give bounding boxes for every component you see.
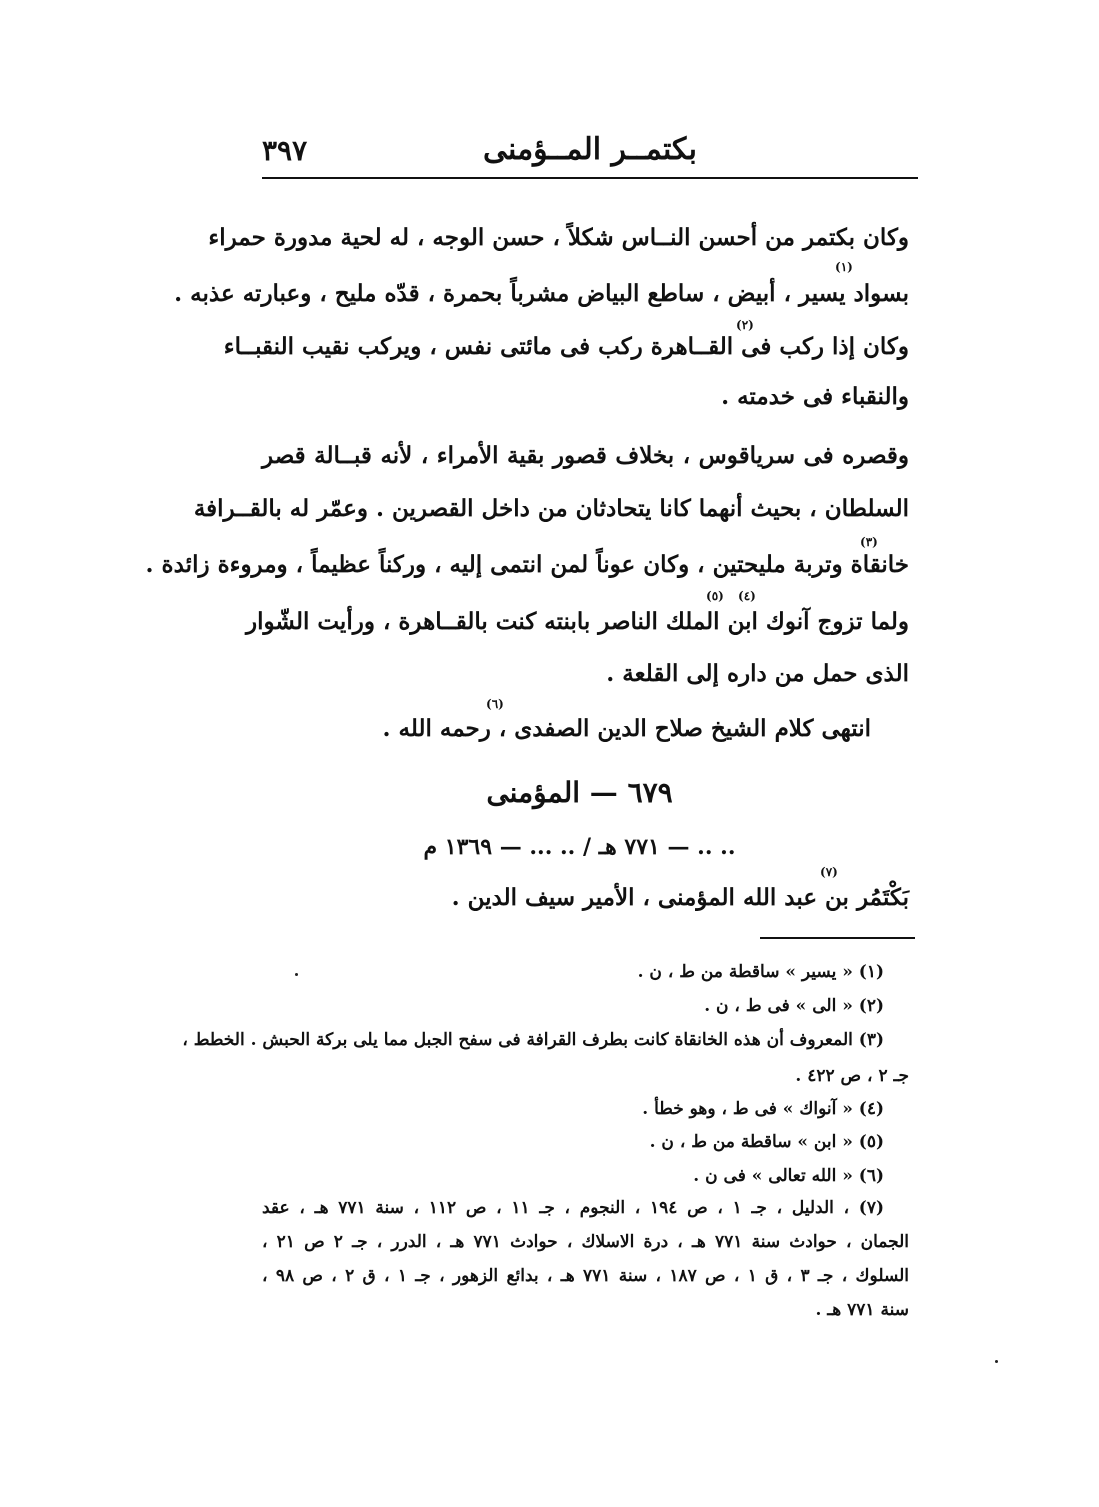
footnote-7: (٧) ، الدليل ، جـ ١ ، ص ١٩٤ ، النجوم ، جـ ١١ ، ص ١١٢ ، سنة ٧٧١ هـ ، عقد — [262, 1198, 885, 1218]
footnote-rule — [760, 937, 915, 939]
footnote-6: (٦) « الله تعالى » فى ن . — [693, 1166, 884, 1186]
footnote-marker-1: (١) — [835, 260, 853, 274]
scan-speck — [295, 973, 298, 976]
footnote-marker-2: (٢) — [736, 318, 754, 332]
footnote-7-cont-1: الجمان ، حوادث سنة ٧٧١ هـ ، درة الاسلاك ، حوادث ٧٧١ هـ ، الدرر ، جـ ٢ ص ٢١ ، — [262, 1232, 910, 1252]
footnote-marker-5: (٥) — [706, 589, 724, 603]
body-line-7: خانقاة وتربة مليحتين ، وكان عوناً لمن انتمى إليه ، وركناً عظيماً ، ومروءة زائدة . — [145, 551, 909, 578]
footnote-5: (٥) « ابن » ساقطة من ط ، ن . — [649, 1132, 884, 1152]
running-title: بكتمــر المــؤمنى — [483, 132, 697, 167]
body-line-4: والنقباء فى خدمته . — [721, 383, 909, 410]
body-line-6: السلطان ، بحيث أنهما كانا يتحادثان من داخل القصرين . وعمّر له بالقــرافة — [193, 495, 909, 522]
entry-dates: .. .. — ٧٧١ هـ / .. ... — ١٣٦٩ م — [423, 834, 736, 860]
body-line-3: وكان إذا ركب فى القــاهرة ركب فى مائتى نفس ، ويركب نقيب النقبــاء — [223, 333, 909, 360]
footnote-4: (٤) « آنواك » فى ط ، وهو خطأ . — [642, 1099, 884, 1119]
entry-name: بَكْتَمُر بن عبد الله المؤمنى ، الأمير سيف الدين . — [451, 884, 909, 911]
footnote-marker-7: (٧) — [820, 865, 838, 879]
footnote-7-cont-2: السلوك ، جـ ٣ ، ق ١ ، ص ١٨٧ ، سنة ٧٧١ هـ ، بدائع الزهور ، جـ ١ ، ق ٢ ، ص ٩٨ ، — [262, 1266, 910, 1286]
footnote-marker-4: (٤) — [738, 589, 756, 603]
entry-title: ٦٧٩ — المؤمنى — [486, 776, 673, 809]
footnote-3-cont: جـ ٢ ، ص ٤٢٢ . — [795, 1066, 909, 1086]
body-line-10: انتهى كلام الشيخ صلاح الدين الصفدى ، رحمه الله . — [382, 715, 871, 742]
page-header — [262, 128, 918, 176]
footnote-marker-6: (٦) — [486, 697, 504, 711]
footnote-3: (٣) المعروف أن هذه الخانقاة كانت بطرف القرافة فى سفح الجبل مما يلى بركة الحبش . الخطط ، — [182, 1030, 884, 1050]
footnote-7-cont-3: سنة ٧٧١ هـ . — [815, 1300, 909, 1320]
body-line-1: وكان بكتمر من أحسن النــاس شكلاً ، حسن الوجه ، له لحية مدورة حمراء — [208, 224, 909, 251]
body-line-9: الذى حمل من داره إلى القلعة . — [606, 660, 909, 687]
scan-speck — [995, 1360, 998, 1363]
body-line-8: ولما تزوج آنوك ابن الملك الناصر بابنته كنت بالقــاهرة ، ورأيت الشّوار — [246, 608, 909, 635]
body-line-5: وقصره فى سرياقوس ، بخلاف قصور بقية الأمراء ، لأنه قبــالة قصر — [262, 442, 909, 469]
footnote-marker-3: (٣) — [860, 535, 878, 549]
footnote-1: (١) « يسير » ساقطة من ط ، ن . — [637, 962, 884, 982]
header-rule — [262, 177, 918, 179]
body-line-2: بسواد يسير ، أبيض ، ساطع البياض مشرباً بحمرة ، قدّه مليح ، وعبارته عذبه . — [174, 280, 909, 307]
footnote-2: (٢) « الى » فى ط ، ن . — [704, 996, 884, 1016]
page-number: ٣٩٧ — [262, 134, 308, 167]
